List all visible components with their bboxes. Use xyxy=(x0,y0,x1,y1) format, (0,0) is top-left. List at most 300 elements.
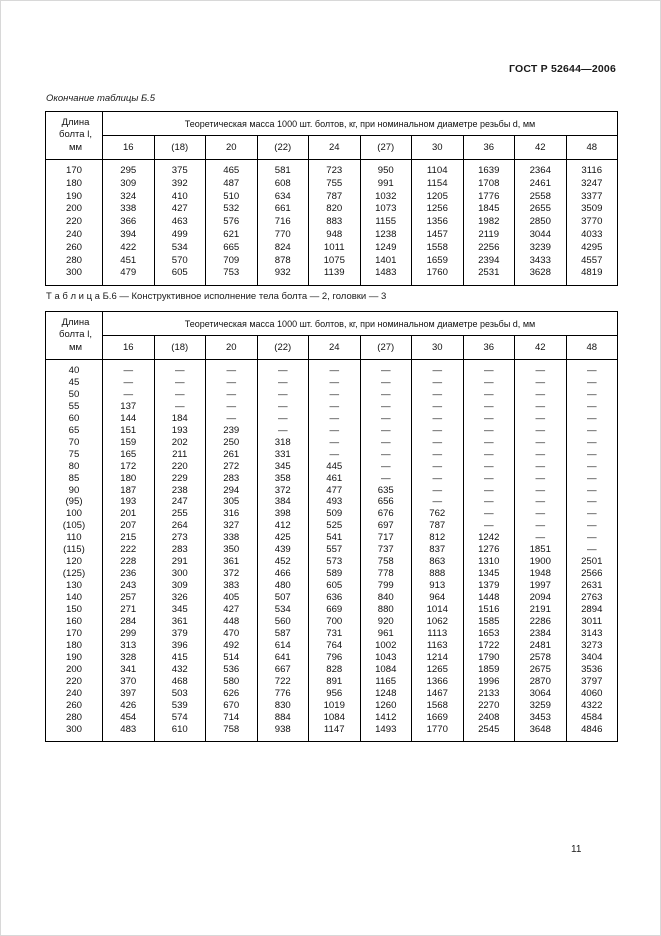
mass-cell: 1851 xyxy=(515,544,567,556)
mass-cell: — xyxy=(412,473,464,485)
mass-cell: 172 xyxy=(103,461,155,473)
length-cell: 280 xyxy=(46,255,103,268)
mass-cell: 1014 xyxy=(412,604,464,616)
mass-cell: 573 xyxy=(309,556,361,568)
mass-cell: 345 xyxy=(257,461,309,473)
length-cell: 60 xyxy=(46,413,103,425)
mass-cell: — xyxy=(206,413,258,425)
mass-cell: 722 xyxy=(257,676,309,688)
mass-cell: 3628 xyxy=(515,267,567,285)
diameter-header-cell: 16 xyxy=(103,136,155,160)
mass-cell: 345 xyxy=(154,604,206,616)
diameter-header-cell: 20 xyxy=(206,336,258,360)
mass-cell: 755 xyxy=(309,178,361,191)
mass-cell: 3433 xyxy=(515,255,567,268)
mass-cell: — xyxy=(257,425,309,437)
mass-cell: 1073 xyxy=(360,203,412,216)
mass-cell: 758 xyxy=(360,556,412,568)
mass-cell: 891 xyxy=(309,676,361,688)
table-row xyxy=(46,461,618,473)
mass-cell: — xyxy=(566,449,618,461)
mass-cell: 305 xyxy=(206,496,258,508)
mass-cell: 570 xyxy=(154,255,206,268)
mass-cell: — xyxy=(257,413,309,425)
mass-cell: — xyxy=(566,401,618,413)
diameter-header-cell: 36 xyxy=(463,136,515,160)
diameter-header-cell: 42 xyxy=(515,136,567,160)
table-header-row xyxy=(46,112,618,136)
mass-cell: 1163 xyxy=(412,640,464,652)
mass-cell: 1043 xyxy=(360,652,412,664)
mass-cell: 477 xyxy=(309,485,361,497)
mass-cell: 392 xyxy=(154,178,206,191)
mass-cell: 723 xyxy=(309,160,361,178)
length-cell: 40 xyxy=(46,360,103,377)
mass-cell: 427 xyxy=(206,604,258,616)
mass-cell: 426 xyxy=(103,700,155,712)
length-cell: 80 xyxy=(46,461,103,473)
mass-cell: 324 xyxy=(103,191,155,204)
mass-cell: 229 xyxy=(154,473,206,485)
mass-cell: — xyxy=(412,389,464,401)
length-column-header: Длина болта l, мм xyxy=(46,312,103,360)
mass-cell: 448 xyxy=(206,616,258,628)
mass-cell: — xyxy=(463,377,515,389)
mass-cell: 3648 xyxy=(515,724,567,741)
mass-cell: 3273 xyxy=(566,640,618,652)
table-row xyxy=(46,508,618,520)
mass-cell: 1084 xyxy=(360,664,412,676)
length-cell: (115) xyxy=(46,544,103,556)
mass-cell: — xyxy=(257,389,309,401)
table-row xyxy=(46,520,618,532)
mass-cell: 2461 xyxy=(515,178,567,191)
table-row xyxy=(46,178,618,191)
mass-cell: — xyxy=(360,377,412,389)
mass-cell: 2545 xyxy=(463,724,515,741)
mass-cell: 1659 xyxy=(412,255,464,268)
mass-cell: 432 xyxy=(154,664,206,676)
mass-cell: 3453 xyxy=(515,712,567,724)
table-row xyxy=(46,604,618,616)
mass-cell: — xyxy=(566,544,618,556)
mass-cell: 812 xyxy=(412,532,464,544)
mass-cell: 247 xyxy=(154,496,206,508)
mass-cell: 2384 xyxy=(515,628,567,640)
mass-cell: 2133 xyxy=(463,688,515,700)
mass-cell: 2256 xyxy=(463,242,515,255)
table-row xyxy=(46,255,618,268)
mass-cell: 828 xyxy=(309,664,361,676)
mass-cell: 480 xyxy=(257,580,309,592)
diameter-header-cell: 48 xyxy=(566,136,618,160)
length-cell: 240 xyxy=(46,688,103,700)
mass-cell: — xyxy=(515,413,567,425)
mass-cell: 731 xyxy=(309,628,361,640)
mass-cell: 626 xyxy=(206,688,258,700)
mass-cell: 1900 xyxy=(515,556,567,568)
table-row xyxy=(46,724,618,741)
mass-cell: 1113 xyxy=(412,628,464,640)
mass-cell: — xyxy=(515,389,567,401)
mass-cell: 1062 xyxy=(412,616,464,628)
mass-span-header: Теоретическая масса 1000 шт. болтов, кг, при номинальном диаметре резьбы d, мм xyxy=(103,112,618,136)
mass-cell: — xyxy=(515,461,567,473)
mass-cell: 2655 xyxy=(515,203,567,216)
mass-cell: 239 xyxy=(206,425,258,437)
mass-cell: 787 xyxy=(309,191,361,204)
mass-cell: — xyxy=(566,473,618,485)
mass-cell: 487 xyxy=(206,178,258,191)
mass-cell: — xyxy=(515,520,567,532)
mass-cell: 1154 xyxy=(412,178,464,191)
mass-cell: — xyxy=(257,360,309,377)
mass-cell: 144 xyxy=(103,413,155,425)
mass-cell: 991 xyxy=(360,178,412,191)
mass-cell: 1084 xyxy=(309,712,361,724)
mass-cell: 669 xyxy=(309,604,361,616)
mass-cell: 299 xyxy=(103,628,155,640)
mass-cell: 1568 xyxy=(412,700,464,712)
mass-cell: — xyxy=(515,401,567,413)
mass-cell: 1467 xyxy=(412,688,464,700)
table-row xyxy=(46,568,618,580)
mass-cell: 261 xyxy=(206,449,258,461)
mass-cell: 1457 xyxy=(412,229,464,242)
table-row xyxy=(46,437,618,449)
mass-cell: 361 xyxy=(206,556,258,568)
mass-cell: 1155 xyxy=(360,216,412,229)
length-cell: 75 xyxy=(46,449,103,461)
mass-cell: — xyxy=(309,425,361,437)
mass-cell: 950 xyxy=(360,160,412,178)
mass-cell: — xyxy=(206,360,258,377)
mass-cell: 452 xyxy=(257,556,309,568)
length-cell: 170 xyxy=(46,628,103,640)
mass-cell: 1238 xyxy=(360,229,412,242)
table-body xyxy=(46,360,618,742)
mass-cell: 2850 xyxy=(515,216,567,229)
mass-cell: — xyxy=(566,425,618,437)
mass-cell: 840 xyxy=(360,592,412,604)
mass-cell: — xyxy=(154,401,206,413)
mass-cell: — xyxy=(515,508,567,520)
mass-cell: 159 xyxy=(103,437,155,449)
mass-cell: 331 xyxy=(257,449,309,461)
mass-cell: 787 xyxy=(412,520,464,532)
mass-cell: 932 xyxy=(257,267,309,285)
diameter-header-row xyxy=(46,136,618,160)
mass-cell: 799 xyxy=(360,580,412,592)
mass-cell: 3770 xyxy=(566,216,618,229)
mass-cell: 884 xyxy=(257,712,309,724)
length-cell: (95) xyxy=(46,496,103,508)
length-cell: 300 xyxy=(46,724,103,741)
length-cell: 190 xyxy=(46,191,103,204)
mass-cell: 510 xyxy=(206,191,258,204)
mass-cell: 372 xyxy=(257,485,309,497)
mass-cell: 1379 xyxy=(463,580,515,592)
mass-cell: 1760 xyxy=(412,267,464,285)
mass-cell: 193 xyxy=(154,425,206,437)
mass-cell: 913 xyxy=(412,580,464,592)
mass-cell: 350 xyxy=(206,544,258,556)
mass-cell: 273 xyxy=(154,532,206,544)
mass-cell: 1722 xyxy=(463,640,515,652)
mass-cell: 883 xyxy=(309,216,361,229)
mass-cell: 483 xyxy=(103,724,155,741)
mass-cell: 257 xyxy=(103,592,155,604)
diameter-header-cell: (18) xyxy=(154,336,206,360)
length-cell: 160 xyxy=(46,616,103,628)
mass-cell: 2501 xyxy=(566,556,618,568)
length-cell: 140 xyxy=(46,592,103,604)
mass-cell: 283 xyxy=(154,544,206,556)
mass-cell: — xyxy=(412,437,464,449)
mass-cell: 201 xyxy=(103,508,155,520)
mass-cell: 2094 xyxy=(515,592,567,604)
length-cell: 200 xyxy=(46,664,103,676)
diameter-header-cell: 16 xyxy=(103,336,155,360)
mass-cell: 764 xyxy=(309,640,361,652)
length-cell: 100 xyxy=(46,508,103,520)
mass-cell: 737 xyxy=(360,544,412,556)
mass-cell: — xyxy=(463,520,515,532)
diameter-header-cell: (22) xyxy=(257,336,309,360)
mass-cell: — xyxy=(463,496,515,508)
mass-cell: 291 xyxy=(154,556,206,568)
mass-cell: 461 xyxy=(309,473,361,485)
mass-cell: 284 xyxy=(103,616,155,628)
mass-cell: 2394 xyxy=(463,255,515,268)
mass-cell: — xyxy=(463,437,515,449)
table-row xyxy=(46,242,618,255)
mass-cell: 964 xyxy=(412,592,464,604)
mass-cell: 762 xyxy=(412,508,464,520)
mass-cell: — xyxy=(360,437,412,449)
mass-cell: 700 xyxy=(309,616,361,628)
mass-cell: — xyxy=(103,389,155,401)
table-row xyxy=(46,191,618,204)
mass-cell: 4584 xyxy=(566,712,618,724)
mass-cell: 215 xyxy=(103,532,155,544)
mass-cell: 427 xyxy=(154,203,206,216)
mass-cell: 2578 xyxy=(515,652,567,664)
length-cell: 55 xyxy=(46,401,103,413)
mass-cell: 1982 xyxy=(463,216,515,229)
mass-cell: 716 xyxy=(257,216,309,229)
mass-cell: — xyxy=(360,389,412,401)
mass-cell: 587 xyxy=(257,628,309,640)
mass-cell: 717 xyxy=(360,532,412,544)
mass-cell: 338 xyxy=(206,532,258,544)
mass-cell: — xyxy=(463,461,515,473)
mass-cell: 1448 xyxy=(463,592,515,604)
mass-cell: 4295 xyxy=(566,242,618,255)
mass-cell: — xyxy=(257,377,309,389)
mass-cell: 880 xyxy=(360,604,412,616)
mass-cell: 1260 xyxy=(360,700,412,712)
mass-cell: 316 xyxy=(206,508,258,520)
mass-cell: 361 xyxy=(154,616,206,628)
mass-cell: 271 xyxy=(103,604,155,616)
mass-cell: — xyxy=(206,401,258,413)
mass-cell: — xyxy=(566,360,618,377)
table-row xyxy=(46,580,618,592)
mass-cell: — xyxy=(412,360,464,377)
mass-cell: — xyxy=(360,425,412,437)
page-number: 11 xyxy=(571,844,582,855)
mass-cell: 820 xyxy=(309,203,361,216)
mass-cell: 499 xyxy=(154,229,206,242)
mass-cell: 2566 xyxy=(566,568,618,580)
length-cell: 120 xyxy=(46,556,103,568)
mass-cell: — xyxy=(206,377,258,389)
mass-cell: 180 xyxy=(103,473,155,485)
mass-cell: 1256 xyxy=(412,203,464,216)
mass-cell: — xyxy=(515,360,567,377)
table-row xyxy=(46,413,618,425)
mass-cell: — xyxy=(154,360,206,377)
mass-cell: — xyxy=(566,485,618,497)
mass-cell: 948 xyxy=(309,229,361,242)
mass-cell: — xyxy=(515,473,567,485)
mass-cell: 605 xyxy=(309,580,361,592)
mass-cell: 1276 xyxy=(463,544,515,556)
mass-cell: 2119 xyxy=(463,229,515,242)
mass-cell: 610 xyxy=(154,724,206,741)
table-row xyxy=(46,688,618,700)
mass-cell: — xyxy=(257,401,309,413)
mass-cell: — xyxy=(154,389,206,401)
mass-cell: 463 xyxy=(154,216,206,229)
mass-cell: 1483 xyxy=(360,267,412,285)
mass-cell: — xyxy=(515,532,567,544)
mass-cell: 2408 xyxy=(463,712,515,724)
mass-cell: 1776 xyxy=(463,191,515,204)
mass-cell: 294 xyxy=(206,485,258,497)
table-row xyxy=(46,544,618,556)
mass-cell: 1412 xyxy=(360,712,412,724)
mass-cell: — xyxy=(566,437,618,449)
mass-cell: 1669 xyxy=(412,712,464,724)
mass-cell: 1032 xyxy=(360,191,412,204)
mass-cell: 3404 xyxy=(566,652,618,664)
mass-cell: 676 xyxy=(360,508,412,520)
mass-cell: 1002 xyxy=(360,640,412,652)
diameter-header-cell: 42 xyxy=(515,336,567,360)
mass-cell: 621 xyxy=(206,229,258,242)
mass-cell: — xyxy=(412,425,464,437)
length-cell: 260 xyxy=(46,700,103,712)
mass-cell: — xyxy=(309,437,361,449)
mass-cell: 222 xyxy=(103,544,155,556)
mass-cell: 636 xyxy=(309,592,361,604)
mass-cell: 589 xyxy=(309,568,361,580)
mass-cell: 358 xyxy=(257,473,309,485)
mass-cell: 634 xyxy=(257,191,309,204)
mass-cell: — xyxy=(463,413,515,425)
diameter-header-cell: 30 xyxy=(412,136,464,160)
mass-cell: 2894 xyxy=(566,604,618,616)
mass-cell: 824 xyxy=(257,242,309,255)
mass-cell: 384 xyxy=(257,496,309,508)
mass-cell: 309 xyxy=(103,178,155,191)
table-row xyxy=(46,592,618,604)
mass-cell: 3247 xyxy=(566,178,618,191)
mass-cell: — xyxy=(566,389,618,401)
mass-cell: 608 xyxy=(257,178,309,191)
mass-cell: 1653 xyxy=(463,628,515,640)
length-cell: 200 xyxy=(46,203,103,216)
mass-cell: — xyxy=(412,413,464,425)
mass-cell: 2531 xyxy=(463,267,515,285)
mass-cell: — xyxy=(566,377,618,389)
mass-cell: 1165 xyxy=(360,676,412,688)
length-cell: 300 xyxy=(46,267,103,285)
diameter-header-cell: (18) xyxy=(154,136,206,160)
length-cell: 50 xyxy=(46,389,103,401)
mass-cell: 525 xyxy=(309,520,361,532)
mass-cell: 3259 xyxy=(515,700,567,712)
mass-cell: 1147 xyxy=(309,724,361,741)
mass-cell: 398 xyxy=(257,508,309,520)
mass-cell: 468 xyxy=(154,676,206,688)
mass-cell: 397 xyxy=(103,688,155,700)
mass-cell: 255 xyxy=(154,508,206,520)
table-b6-caption: Т а б л и ц а Б.6 — Конструктивное исполнение тела болта — 2, головки — 3 xyxy=(46,291,387,302)
mass-cell: 534 xyxy=(154,242,206,255)
length-cell: 85 xyxy=(46,473,103,485)
diameter-header-cell: (27) xyxy=(360,136,412,160)
table-row xyxy=(46,640,618,652)
table-row xyxy=(46,473,618,485)
table-row xyxy=(46,700,618,712)
mass-cell: 465 xyxy=(206,160,258,178)
table-header-row xyxy=(46,312,618,336)
mass-cell: 313 xyxy=(103,640,155,652)
mass-cell: — xyxy=(463,485,515,497)
mass-cell: 4060 xyxy=(566,688,618,700)
mass-cell: 509 xyxy=(309,508,361,520)
mass-cell: 4322 xyxy=(566,700,618,712)
mass-cell: 1493 xyxy=(360,724,412,741)
length-cell: 130 xyxy=(46,580,103,592)
mass-cell: 670 xyxy=(206,700,258,712)
table-row xyxy=(46,377,618,389)
length-cell: 240 xyxy=(46,229,103,242)
table-row xyxy=(46,401,618,413)
mass-cell: 454 xyxy=(103,712,155,724)
mass-cell: 3377 xyxy=(566,191,618,204)
mass-cell: 656 xyxy=(360,496,412,508)
mass-cell: 341 xyxy=(103,664,155,676)
mass-cell: 479 xyxy=(103,267,155,285)
mass-cell: 1948 xyxy=(515,568,567,580)
length-cell: 150 xyxy=(46,604,103,616)
mass-cell: 220 xyxy=(154,461,206,473)
table-row xyxy=(46,616,618,628)
mass-cell: 1249 xyxy=(360,242,412,255)
table-body xyxy=(46,160,618,286)
mass-cell: 326 xyxy=(154,592,206,604)
length-cell: 280 xyxy=(46,712,103,724)
mass-cell: 272 xyxy=(206,461,258,473)
mass-cell: 1997 xyxy=(515,580,567,592)
mass-cell: — xyxy=(515,496,567,508)
mass-cell: 1265 xyxy=(412,664,464,676)
mass-cell: 1708 xyxy=(463,178,515,191)
